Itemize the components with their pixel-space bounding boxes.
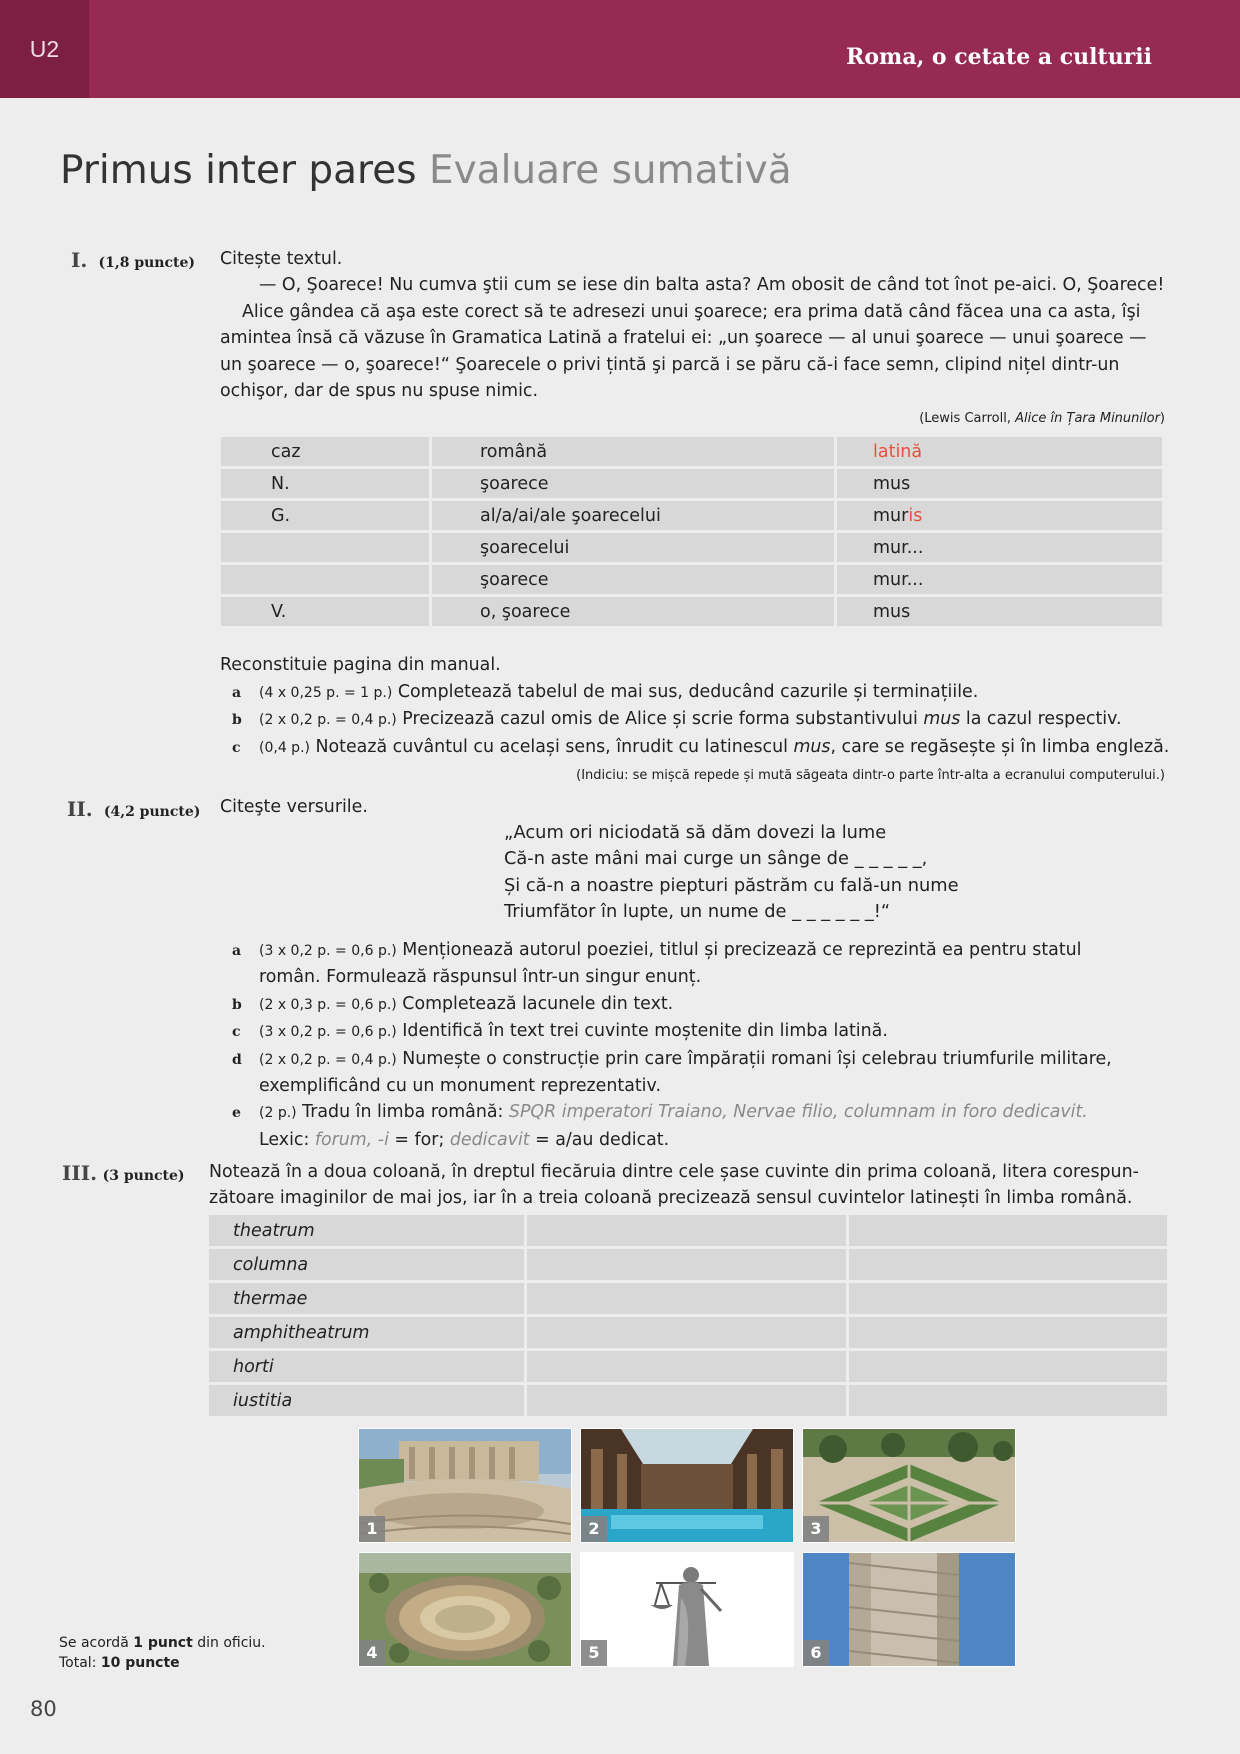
item-label: b [232,712,242,729]
letter-answer-cell[interactable] [527,1215,846,1246]
table-row [221,469,1162,498]
latin-word: theatrum [209,1215,524,1246]
item-score: (3 x 0,2 p. = 0,6 p.) [259,1024,397,1041]
item-score: (2 x 0,2 p. = 0,4 p.) [259,1051,397,1068]
note-text: Se acordă [59,1635,134,1651]
section-1-instruction: Citește textul. [220,249,343,269]
item-text: român. Formulează răspunsul într-un singur enunț. [259,967,702,988]
item-d [232,1046,1172,1100]
table-header-row [221,437,1162,466]
table-row [209,1351,1167,1382]
text-line: — O, Şoarece! Nu cumva ştii cum se iese din balta asta? Am obosit de când tot înot pe-aici. O, Şoarece! [259,275,1165,296]
table-cell-case: G. [221,501,429,530]
latin-stem: mus [873,473,911,494]
section-1-items [232,679,1172,761]
table-cell-romanian: al/a/ai/ale şoarecelui [432,501,834,530]
lexic-word: forum, -i [314,1129,389,1150]
section-3-instruction [209,1159,1139,1212]
table-header-cell: latină [837,437,1162,466]
latin-word: columna [209,1249,524,1280]
item-label: c [232,1024,241,1041]
meaning-answer-cell[interactable] [849,1215,1168,1246]
latin-stem: mur... [873,537,924,558]
table-row [209,1317,1167,1348]
item-score: (2 p.) [259,1105,297,1122]
item-c [232,734,1172,761]
item-text: Numește o construcție prin care împărații romani își celebrau triumfurile militare, [402,1048,1112,1069]
item-text: Menționează autorul poeziei, titlul și precizează ce reprezintă ea pentru statul [402,940,1082,960]
table-cell-latin [837,501,1162,530]
table-cell-romanian: şoarece [432,565,834,594]
table-cell-case [221,533,429,562]
item-label: c [232,739,241,756]
item-b [232,706,1172,733]
image-number-badge: 4 [359,1640,385,1666]
section-1-points: (1,8 puncte) [98,255,195,271]
section-1-number: I. [71,248,88,272]
source-title: Alice în Țara Minunilor [1015,411,1160,426]
lexic-meaning: = a/au dedicat. [529,1129,670,1150]
table-cell-case: V. [221,597,429,626]
item-text: Completează tabelul de mai sus, deducând cazurile și terminațiile. [397,682,979,702]
latin-ending: is [908,505,923,526]
score-note [59,1633,266,1673]
page-title [60,148,792,193]
item-b [232,991,1172,1018]
section-2-items [232,937,1172,1153]
hint: (Indiciu: se mișcă repede și mută săgeata dintr-o parte într-alta a ecranului computerului.) [576,768,1165,783]
text-source [919,406,1165,432]
lexic-word: dedicavit [449,1129,530,1150]
item-text: la cazul respectiv. [960,709,1122,730]
poem [504,820,959,926]
meaning-answer-cell[interactable] [849,1317,1168,1348]
column-photo [802,1552,1016,1667]
latin-stem: mur... [873,569,924,590]
page-title-main: Primus inter pares [60,148,417,193]
item-score: (0,4 p.) [259,739,310,756]
item-a [232,679,1172,706]
table-header-cell: română [432,437,834,466]
declension-table [218,434,1165,629]
table-cell-latin [837,565,1162,594]
item-label: b [232,996,242,1013]
section-1-text [220,246,1165,404]
source-suffix: ) [1159,411,1165,426]
table-row [221,565,1162,594]
table-cell-romanian: şoarecelui [432,533,834,562]
section-1-heading [71,248,195,272]
latin-word: horti [209,1351,524,1382]
page-title-sub: Evaluare sumativă [428,148,792,193]
table-row [209,1283,1167,1314]
item-word: mus [923,709,961,730]
item-text: Completează lacunele din text. [402,993,674,1014]
latin-stem: mur [873,505,909,526]
latin-word: iustitia [209,1385,524,1416]
poem-line: Și că-n a noastre piepturi păstrăm cu fală-un nume [504,874,959,896]
page-header [0,0,1240,98]
latin-word: amphitheatrum [209,1317,524,1348]
instruction-line: Notează în a doua coloană, în dreptul fiecăruia dintre cele șase cuvinte din prima coloană, litera corespun- [209,1162,1139,1182]
table-row [221,501,1162,530]
image-number-badge: 2 [581,1516,607,1542]
table-row [209,1385,1167,1416]
chapter-title: Roma, o cetate a culturii [846,44,1152,70]
note-text: din oficiu. [192,1635,266,1651]
section-3-number: III. [62,1161,98,1185]
item-e [232,1099,1172,1153]
roman-theatre-photo [358,1428,572,1543]
text-line: amintea însă că văzuse în Gramatica Latină a fratelui ei: „un şoarece — al unui şoarece — unui şoarece — [220,328,1147,349]
table-header-cell: caz [221,437,429,466]
meaning-answer-cell[interactable] [849,1249,1168,1280]
section-3-heading [62,1161,185,1185]
section-3-points: (3 puncte) [102,1168,185,1184]
lexic-meaning: = for; [388,1129,450,1150]
unit-tab: U2 [0,0,89,98]
item-text: , care se regăsește și în limba engleză. [830,736,1170,757]
section-2-instruction: Citeşte versurile. [220,797,368,817]
poem-line: „Acum ori niciodată să dăm dovezi la lume [504,822,887,843]
table-row [209,1249,1167,1280]
item-text: Identifică în text trei cuvinte moștenite din limba latină. [402,1021,888,1042]
table-cell-case: N. [221,469,429,498]
item-label: a [232,943,242,959]
text-line: ochişor, dar de spus nu spuse nimic. [220,381,539,402]
letter-answer-cell[interactable] [527,1283,846,1314]
image-number-badge: 1 [359,1516,385,1542]
item-text: Precizează cazul omis de Alice și scrie forma substantivului [402,709,924,730]
item-score: (3 x 0,2 p. = 0,6 p.) [259,943,397,959]
amphitheatre-photo [358,1552,572,1667]
meaning-answer-cell[interactable] [849,1351,1168,1382]
table-row [209,1215,1167,1246]
table-cell-case [221,565,429,594]
note-text: Total: [59,1655,101,1671]
item-label: e [232,1105,241,1122]
table-cell-latin [837,533,1162,562]
image-number-badge: 5 [581,1640,607,1666]
justice-statue-photo [580,1552,794,1667]
item-score: (2 x 0,3 p. = 0,6 p.) [259,996,397,1013]
latin-sentence: SPQR imperatori Traiano, Nervae filio, columnam in foro dedicavit. [508,1102,1088,1123]
vocabulary-table [206,1212,1170,1419]
item-word: mus [793,736,831,757]
table-row [221,597,1162,626]
table-cell-latin [837,469,1162,498]
table-row [221,533,1162,562]
text-line: Alice gândea că aşa este corect să te adresezi unui şoarece; era prima dată când făcea una ca asta, îşi [242,301,1141,322]
item-text: Notează cuvântul cu același sens, înrudit cu latinescul [315,736,794,757]
note-bold: 1 punct [133,1635,193,1651]
source-author: (Lewis Carroll, [919,411,1016,426]
item-a [232,937,1172,991]
image-number-badge: 6 [803,1640,829,1666]
meaning-answer-cell[interactable] [849,1385,1168,1416]
item-score: (2 x 0,2 p. = 0,4 p.) [259,712,397,729]
table-cell-romanian: o, şoarece [432,597,834,626]
letter-answer-cell[interactable] [527,1317,846,1348]
section-2-points: (4,2 puncte) [103,804,201,820]
letter-answer-cell[interactable] [527,1351,846,1382]
latin-stem: mus [873,601,911,622]
meaning-answer-cell[interactable] [849,1283,1168,1314]
text-line: un şoarece — o, şoarece!“ Şoarecele o privi țintă şi parcă i se păru că-i face semn, clipind nițel dintr-un [220,354,1120,375]
poem-line: Că-n aste mâni mai curge un sânge de _ _ _ _ _, [504,848,928,870]
item-label: d [232,1051,242,1068]
section-1-task: Reconstituie pagina din manual. [220,655,501,675]
section-2-number: II. [67,797,93,821]
item-text: exemplificând cu un monument reprezentativ. [259,1076,661,1097]
item-c [232,1018,1172,1045]
image-number-badge: 3 [803,1516,829,1542]
letter-answer-cell[interactable] [527,1385,846,1416]
garden-photo [802,1428,1016,1543]
latin-word: thermae [209,1283,524,1314]
item-label: a [232,685,242,701]
instruction-line: zătoare imaginilor de mai jos, iar în a treia coloană precizează sensul cuvintelor latinești în limba română. [209,1188,1133,1209]
letter-answer-cell[interactable] [527,1249,846,1280]
page-number: 80 [30,1697,57,1721]
item-text: Tradu în limba română: [302,1102,509,1123]
table-cell-latin [837,597,1162,626]
section-2-heading [67,797,200,821]
poem-line: Triumfător în lupte, un nume de _ _ _ _ _ _!“ [504,901,891,923]
note-bold: 10 puncte [100,1655,180,1671]
lexic-label: Lexic: [259,1129,315,1150]
table-cell-romanian: şoarece [432,469,834,498]
item-score: (4 x 0,25 p. = 1 p.) [259,685,393,701]
thermal-bath-photo [580,1428,794,1543]
